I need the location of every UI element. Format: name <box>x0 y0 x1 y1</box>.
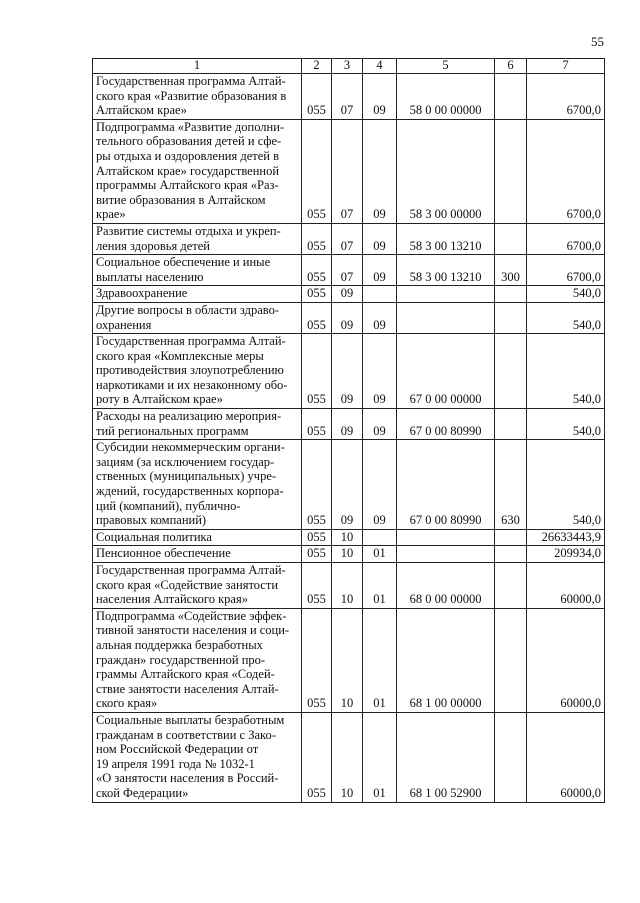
row-name-line: выплаты населению <box>96 269 204 284</box>
amount: 540,0 <box>527 409 605 440</box>
expense-type-code <box>495 529 527 546</box>
ministry-code: 055 <box>302 302 332 333</box>
row-name <box>93 223 302 254</box>
row-name <box>93 529 302 546</box>
row-name-line: ления здоровья детей <box>96 238 210 253</box>
section-code: 07 <box>332 119 363 223</box>
row-name-line: Субсидии некоммерческим органи- <box>96 440 285 455</box>
target-article-code: 68 0 00 00000 <box>397 563 495 609</box>
subsection-code: 01 <box>363 546 397 563</box>
table-row <box>93 546 605 563</box>
target-article-code: 58 3 00 13210 <box>397 255 495 286</box>
row-name <box>93 255 302 286</box>
row-name-line: Алтайском крае» государственной <box>96 163 280 178</box>
ministry-code: 055 <box>302 608 332 712</box>
row-name-line: ций (компаний), публично- <box>96 498 241 513</box>
ministry-code: 055 <box>302 119 332 223</box>
table-row <box>93 334 605 409</box>
row-name-line: Социальная политика <box>96 529 212 544</box>
row-name-line: зациям (за исключением государ- <box>96 454 275 469</box>
target-article-code <box>397 302 495 333</box>
amount: 26633443,9 <box>527 529 605 546</box>
row-name-line: наркотиками и их незаконному обо- <box>96 377 288 392</box>
subsection-code: 09 <box>363 409 397 440</box>
table-row <box>93 255 605 286</box>
ministry-code: 055 <box>302 409 332 440</box>
amount: 6700,0 <box>527 223 605 254</box>
page-number: 55 <box>591 34 604 49</box>
subsection-code: 09 <box>363 119 397 223</box>
ministry-code: 055 <box>302 334 332 409</box>
col-header-6: 6 <box>495 59 527 74</box>
ministry-code: 055 <box>302 546 332 563</box>
row-name-line: ры отдыха и оздоровления детей в <box>96 148 279 163</box>
row-name-line: «О занятости населения в Россий- <box>96 771 279 786</box>
amount: 60000,0 <box>527 563 605 609</box>
row-name-line: ствие занятости населения Алтай- <box>96 681 279 696</box>
amount: 60000,0 <box>527 712 605 802</box>
col-header-5: 5 <box>397 59 495 74</box>
row-name-line: Государственная программа Алтай- <box>96 563 286 577</box>
ministry-code: 055 <box>302 563 332 609</box>
row-name-line: крае» <box>96 207 126 222</box>
expense-type-code <box>495 608 527 712</box>
row-name-line: ской Федерации» <box>96 785 189 800</box>
row-name-line: Подпрограмма «Развитие дополни- <box>96 119 285 134</box>
amount: 60000,0 <box>527 608 605 712</box>
amount: 540,0 <box>527 302 605 333</box>
target-article-code: 58 0 00 00000 <box>397 74 495 120</box>
budget-table <box>92 58 605 803</box>
col-header-2: 2 <box>302 59 332 74</box>
subsection-code: 09 <box>363 334 397 409</box>
row-name-line: альная поддержка безработных <box>96 637 263 652</box>
amount: 540,0 <box>527 334 605 409</box>
section-code: 10 <box>332 712 363 802</box>
row-name-line: тий региональных программ <box>96 423 249 438</box>
amount: 540,0 <box>527 286 605 303</box>
row-name-line: охранения <box>96 317 152 332</box>
row-name-line: Социальное обеспечение и иные <box>96 255 271 270</box>
row-name <box>93 286 302 303</box>
row-name-line: ждений, государственных корпора- <box>96 484 284 499</box>
expense-type-code: 300 <box>495 255 527 286</box>
expense-type-code <box>495 74 527 120</box>
row-name-line: правовых компаний) <box>96 513 207 528</box>
amount: 209934,0 <box>527 546 605 563</box>
subsection-code <box>363 286 397 303</box>
target-article-code: 68 1 00 00000 <box>397 608 495 712</box>
table-body <box>93 74 605 803</box>
subsection-code: 01 <box>363 608 397 712</box>
amount: 6700,0 <box>527 119 605 223</box>
table-row <box>93 409 605 440</box>
target-article-code <box>397 529 495 546</box>
table-row <box>93 302 605 333</box>
row-name-line: Государственная программа Алтай- <box>96 74 286 88</box>
table-row <box>93 440 605 530</box>
row-name <box>93 608 302 712</box>
subsection-code: 01 <box>363 712 397 802</box>
subsection-code: 09 <box>363 74 397 120</box>
subsection-code <box>363 529 397 546</box>
row-name-line: Развитие системы отдыха и укреп- <box>96 223 281 238</box>
section-code: 07 <box>332 74 363 120</box>
target-article-code: 58 3 00 00000 <box>397 119 495 223</box>
table-row <box>93 286 605 303</box>
table-row <box>93 74 605 120</box>
expense-type-code <box>495 223 527 254</box>
section-code: 10 <box>332 546 363 563</box>
row-name-line: ского края» <box>96 696 158 711</box>
table-row <box>93 119 605 223</box>
table-row <box>93 608 605 712</box>
row-name <box>93 712 302 802</box>
row-name <box>93 563 302 609</box>
subsection-code: 01 <box>363 563 397 609</box>
col-header-7: 7 <box>527 59 605 74</box>
table-row <box>93 563 605 609</box>
col-header-3: 3 <box>332 59 363 74</box>
subsection-code: 09 <box>363 223 397 254</box>
section-code: 10 <box>332 563 363 609</box>
subsection-code: 09 <box>363 440 397 530</box>
target-article-code: 67 0 00 00000 <box>397 334 495 409</box>
section-code: 07 <box>332 255 363 286</box>
expense-type-code <box>495 712 527 802</box>
row-name <box>93 334 302 409</box>
row-name-line: тельного образования детей и сфе- <box>96 134 282 149</box>
ministry-code: 055 <box>302 255 332 286</box>
ministry-code: 055 <box>302 440 332 530</box>
col-header-4: 4 <box>363 59 397 74</box>
expense-type-code <box>495 119 527 223</box>
row-name <box>93 440 302 530</box>
section-code: 09 <box>332 286 363 303</box>
expense-type-code <box>495 286 527 303</box>
row-name-line: Пенсионное обеспечение <box>96 546 231 561</box>
section-code: 09 <box>332 334 363 409</box>
table-row <box>93 529 605 546</box>
row-name-line: населения Алтайского края» <box>96 592 248 607</box>
row-name <box>93 409 302 440</box>
target-article-code: 68 1 00 52900 <box>397 712 495 802</box>
target-article-code: 58 3 00 13210 <box>397 223 495 254</box>
expense-type-code <box>495 563 527 609</box>
row-name-line: витие образования в Алтайском <box>96 192 266 207</box>
row-name <box>93 302 302 333</box>
ministry-code: 055 <box>302 529 332 546</box>
expense-type-code <box>495 302 527 333</box>
subsection-code: 09 <box>363 255 397 286</box>
expense-type-code <box>495 409 527 440</box>
row-name-line: ского края «Комплексные меры <box>96 348 264 363</box>
row-name <box>93 74 302 120</box>
col-header-1: 1 <box>93 59 302 74</box>
target-article-code <box>397 286 495 303</box>
target-article-code <box>397 546 495 563</box>
row-name-line: Подпрограмма «Содействие эффек- <box>96 608 287 623</box>
row-name-line: тивной занятости населения и соци- <box>96 623 290 638</box>
row-name <box>93 119 302 223</box>
amount: 6700,0 <box>527 74 605 120</box>
expense-type-code <box>495 334 527 409</box>
row-name-line: роту в Алтайском крае» <box>96 392 223 407</box>
expense-type-code: 630 <box>495 440 527 530</box>
row-name-line: ского края «Содействие занятости <box>96 577 279 592</box>
row-name-line: ном Российской Федерации от <box>96 742 259 757</box>
expense-type-code <box>495 546 527 563</box>
row-name-line: гражданам в соответствии с Зако- <box>96 727 276 742</box>
header-row <box>93 59 605 74</box>
ministry-code: 055 <box>302 712 332 802</box>
row-name-line: противодействия злоупотреблению <box>96 363 284 378</box>
section-code: 07 <box>332 223 363 254</box>
table-row <box>93 223 605 254</box>
row-name <box>93 546 302 563</box>
row-name-line: Расходы на реализацию мероприя- <box>96 409 282 424</box>
row-name-line: Другие вопросы в области здраво- <box>96 302 280 317</box>
subsection-code: 09 <box>363 302 397 333</box>
row-name-line: 19 апреля 1991 года № 1032-1 <box>96 756 255 771</box>
section-code: 10 <box>332 608 363 712</box>
section-code: 09 <box>332 302 363 333</box>
section-code: 09 <box>332 409 363 440</box>
target-article-code: 67 0 00 80990 <box>397 440 495 530</box>
ministry-code: 055 <box>302 74 332 120</box>
table-row <box>93 712 605 802</box>
row-name-line: ского края «Развитие образования в <box>96 88 287 103</box>
section-code: 10 <box>332 529 363 546</box>
amount: 6700,0 <box>527 255 605 286</box>
row-name-line: Здравоохранение <box>96 286 188 301</box>
section-code: 09 <box>332 440 363 530</box>
ministry-code: 055 <box>302 286 332 303</box>
row-name-line: граммы Алтайского края «Содей- <box>96 667 275 682</box>
row-name-line: Социальные выплаты безработным <box>96 712 285 727</box>
target-article-code: 67 0 00 80990 <box>397 409 495 440</box>
row-name-line: граждан» государственной про- <box>96 652 266 667</box>
ministry-code: 055 <box>302 223 332 254</box>
row-name-line: программы Алтайского края «Раз- <box>96 178 279 193</box>
row-name-line: Государственная программа Алтай- <box>96 334 286 349</box>
row-name-line: ственных (муниципальных) учре- <box>96 469 277 484</box>
amount: 540,0 <box>527 440 605 530</box>
row-name-line: Алтайском крае» <box>96 103 187 118</box>
